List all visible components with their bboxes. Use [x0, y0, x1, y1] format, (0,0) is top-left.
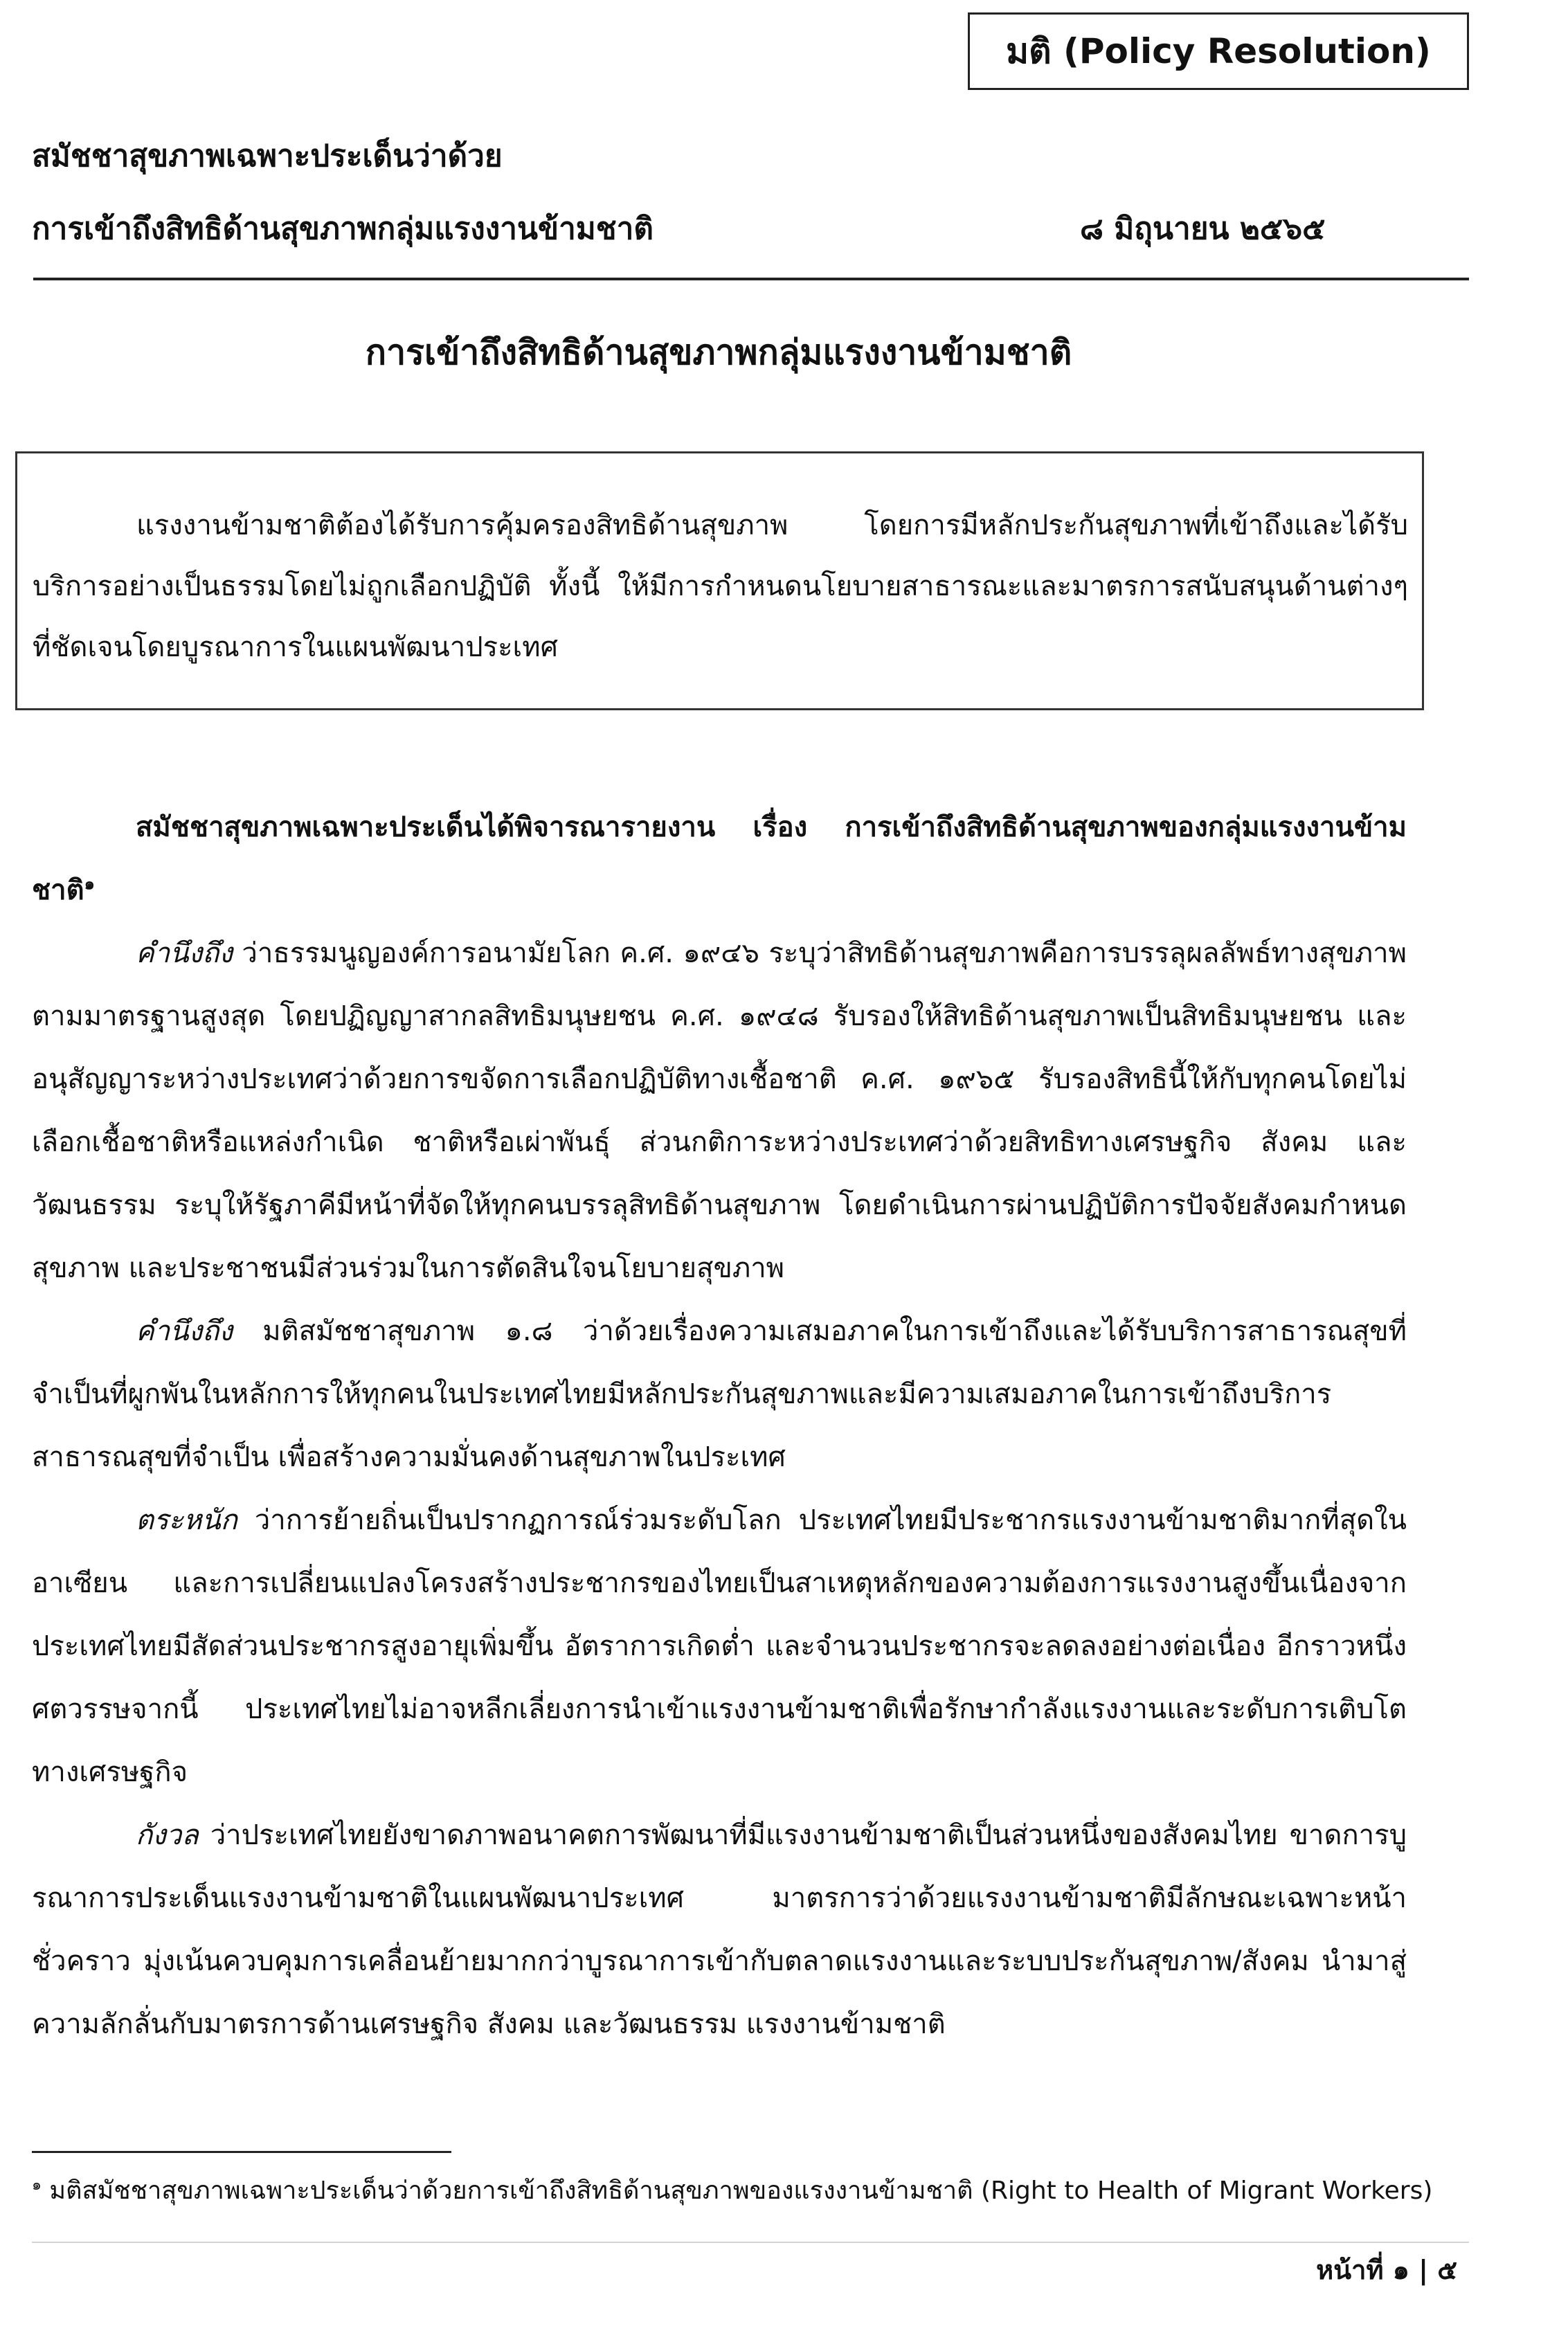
considering-paragraph-1 [32, 922, 1407, 1300]
concerned-paragraph [32, 1804, 1407, 2056]
considering-paragraph-2 [32, 1300, 1407, 1489]
footnote-divider [32, 2151, 451, 2153]
footnote-reference: ๑ [84, 874, 95, 894]
resolution-date: ๘ มิถุนายน ๒๕๖๕ [1080, 211, 1326, 246]
resolution-title: การเข้าถึงสิทธิด้านสุขภาพกลุ่มแรงงานข้ามชาติ [365, 332, 1072, 372]
summary-text: แรงงานข้ามชาติต้องได้รับการคุ้มครองสิทธิด้านสุขภาพ โดยการมีหลักประกันสุขภาพที่เข้าถึงและได้รับบริการอย่างเป็นธรรมโดยไม่ถูกเลือกปฏิบัติ ทั้งนี้ ให้มีการกำหนดนโยบายสาธารณะและมาตรการสนับสนุนด้านต่างๆ ที่ชัดเจนโดยบูรณาการในแผนพัฒนาประเทศ [33, 510, 1408, 663]
footnote [32, 2170, 1432, 2210]
doc-type-label: มติ (Policy Resolution) [1006, 30, 1431, 71]
paragraph-text: ว่าประเทศไทยยังขาดภาพอนาคตการพัฒนาที่มีแรงงานข้ามชาติเป็นส่วนหนึ่งของสังคมไทย ขาดการบูรณาการประเด็นแรงงานข้ามชาติในแผนพัฒนาประเทศ มาตรการว่าด้วยแรงงานข้ามชาติมีลักษณะเฉพาะหน้าชั่วคราว มุ่งเน้นควบคุมการเคลื่อนย้ายมากกว่าบูรณาการเข้ากับตลาดแรงงานและระบบประกันสุขภาพ/สังคม นำมาสู่ความลักลั่นกับมาตรการด้านเศรษฐกิจ สังคม และวัฒนธรรม แรงงานข้ามชาติ [32, 1819, 1407, 2040]
footnote-text: มติสมัชชาสุขภาพเฉพาะประเด็นว่าด้วยการเข้าถึงสิทธิด้านสุขภาพของแรงงานข้ามชาติ (Right to Health of Migrant Workers) [41, 2177, 1433, 2205]
summary-box [15, 451, 1424, 710]
header-divider [33, 278, 1469, 280]
footer-divider [32, 2242, 1469, 2243]
footnote-marker: ๑ [32, 2177, 42, 2194]
assembly-name-line2: การเข้าถึงสิทธิด้านสุขภาพกลุ่มแรงงานข้ามชาติ [32, 211, 654, 246]
paragraph-lead: คำนึงถึง [136, 1315, 233, 1347]
paragraph-text: ว่าการย้ายถิ่นเป็นปรากฏการณ์ร่วมระดับโลก ประเทศไทยมีประชากรแรงงานข้ามชาติมากที่สุดในอาเซียน และการเปลี่ยนแปลงโครงสร้างประชากรของไทยเป็นสาเหตุหลักของความต้องการแรงงานสูงขึ้นเนื่องจากประเทศไทยมีสัดส่วนประชากรสูงอายุเพิ่มขึ้น อัตราการเกิดต่ำ และจำนวนประชากรจะลดลงอย่างต่อเนื่อง อีกราวหนึ่งศตวรรษจากนี้ ประเทศไทยไม่อาจหลีกเลี่ยงการนำเข้าแรงงานข้ามชาติเพื่อรักษากำลังแรงงานและระดับการเติบโตทางเศรษฐกิจ [32, 1504, 1407, 1788]
page-number: หน้าที่ ๑ | ๕ [1316, 2255, 1457, 2285]
paragraph-text: มติสมัชชาสุขภาพ ๑.๘ ว่าด้วยเรื่องความเสมอภาคในการเข้าถึงและได้รับบริการสาธารณสุขที่จำเป็นที่ผูกพันในหลักการให้ทุกคนในประเทศไทยมีหลักประกันสุขภาพและมีความเสมอภาคในการเข้าถึงบริการสาธารณสุขที่จำเป็น เพื่อสร้างความมั่นคงด้านสุขภาพในประเทศ [32, 1315, 1407, 1473]
paragraph-lead: ตระหนัก [136, 1504, 237, 1536]
intro-text: สมัชชาสุขภาพเฉพาะประเด็นได้พิจารณารายงาน เรื่อง การเข้าถึงสิทธิด้านสุขภาพของกลุ่มแรงงานข้ามชาติ [32, 811, 1407, 906]
paragraph-lead: กังวล [136, 1819, 199, 1851]
paragraph-lead: คำนึงถึง [136, 937, 233, 969]
recognizing-paragraph [32, 1489, 1407, 1804]
assembly-name-line1: สมัชชาสุขภาพเฉพาะประเด็นว่าด้วย [32, 138, 503, 174]
doc-type-box [968, 12, 1469, 90]
intro-paragraph [32, 796, 1407, 922]
paragraph-text: ว่าธรรมนูญองค์การอนามัยโลก ค.ศ. ๑๙๔๖ ระบุว่าสิทธิด้านสุขภาพคือการบรรลุผลลัพธ์ทางสุขภาพตามมาตรฐานสูงสุด โดยปฏิญญาสากลสิทธิมนุษยชน ค.ศ. ๑๙๔๘ รับรองให้สิทธิด้านสุขภาพเป็นสิทธิมนุษยชน และอนุสัญญาระหว่างประเทศว่าด้วยการขจัดการเลือกปฏิบัติทางเชื้อชาติ ค.ศ. ๑๙๖๕ รับรองสิทธินี้ให้กับทุกคนโดยไม่เลือกเชื้อชาติหรือแหล่งกำเนิด ชาติหรือเผ่าพันธุ์ ส่วนกติการะหว่างประเทศว่าด้วยสิทธิทางเศรษฐกิจ สังคม และวัฒนธรรม ระบุให้รัฐภาคีมีหน้าที่จัดให้ทุกคนบรรลุสิทธิด้านสุขภาพ โดยดำเนินการผ่านปฏิบัติการปัจจัยสังคมกำหนดสุขภาพ และประชาชนมีส่วนร่วมในการตัดสินใจนโยบายสุขภาพ [32, 937, 1407, 1284]
resolution-body [32, 796, 1407, 2056]
